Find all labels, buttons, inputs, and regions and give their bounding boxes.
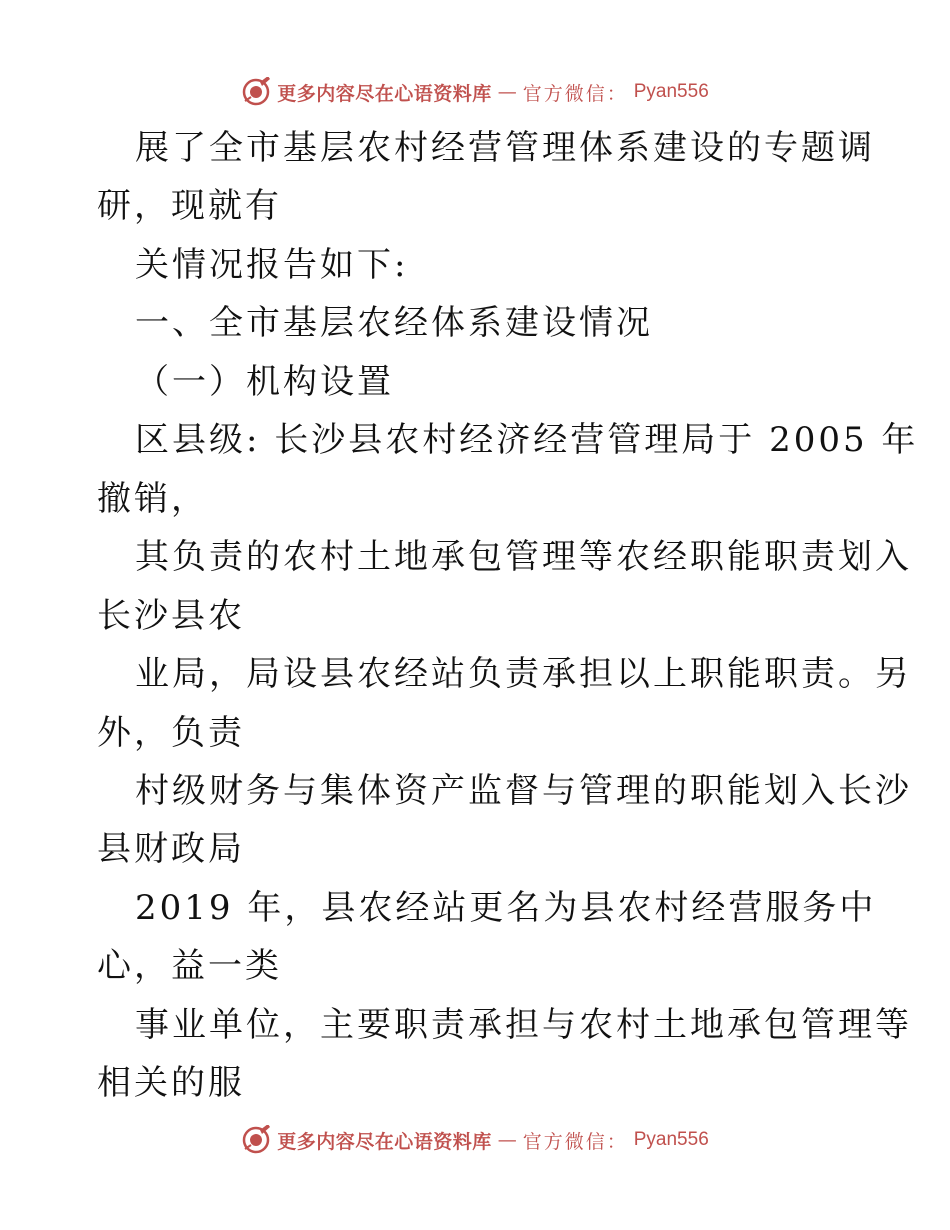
body-line: 研，现就有 [97, 186, 282, 226]
watermark-wechat-id: Pyan556 [633, 81, 709, 102]
body-line: 外，负责 [97, 713, 245, 753]
pen-circle-logo-icon [241, 1125, 271, 1155]
body-line: 村级财务与集体资产监督与管理的职能划入长沙 [135, 771, 912, 811]
body-line: 心，益一类 [97, 946, 282, 986]
body-line: 长沙县农 [97, 596, 245, 636]
watermark-brand-text: 更多内容尽在心语资料库 [277, 1130, 492, 1153]
body-line: 其负责的农村土地承包管理等农经职能职责划入 [135, 537, 912, 577]
section-heading: 一、全市基层农经体系建设情况 [135, 303, 653, 343]
watermark-official-label: 官方微信： [522, 1130, 628, 1153]
watermark-header [0, 72, 950, 112]
watermark-official-label: 官方微信： [522, 82, 628, 105]
body-line: 区县级: 长沙县农村经济经营管理局于 2005 年 [135, 420, 919, 460]
watermark-wechat-id: Pyan556 [633, 1129, 709, 1150]
pen-circle-logo-icon [241, 77, 271, 107]
body-line: 事业单位，主要职责承担与农村土地承包管理等 [135, 1005, 912, 1045]
subsection-heading: （一）机构设置 [135, 362, 394, 402]
body-line: 业局，局设县农经站负责承担以上职能职责。另 [135, 654, 912, 694]
watermark-brand-text: 更多内容尽在心语资料库 [277, 82, 492, 105]
watermark-separator: — [497, 81, 517, 103]
body-line: 县财政局 [97, 829, 245, 869]
watermark-footer [0, 1120, 950, 1160]
watermark-separator: — [497, 1129, 517, 1151]
body-line: 关情况报告如下: [135, 245, 409, 285]
body-line: 展了全市基层农村经营管理体系建设的专题调 [135, 128, 875, 168]
body-line: 2019 年，县农经站更名为县农村经营服务中 [135, 888, 877, 928]
body-line: 相关的服 [97, 1063, 245, 1103]
body-line: 撤销， [97, 479, 208, 519]
